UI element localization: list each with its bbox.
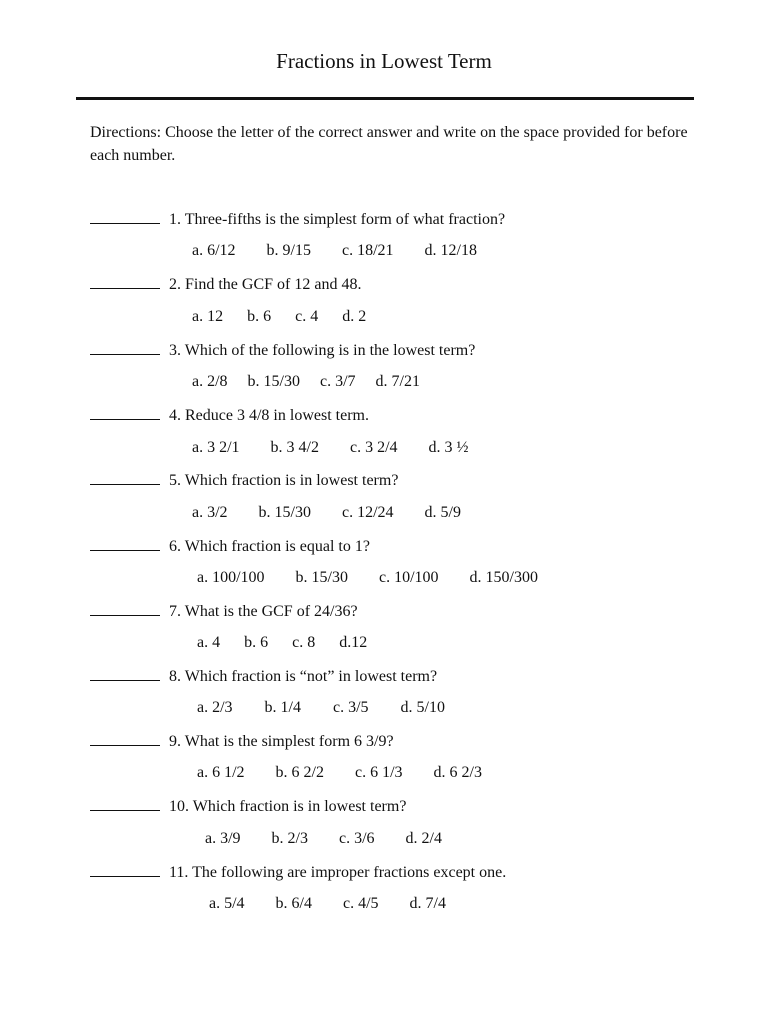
choice-a: a. 6/12: [192, 242, 236, 259]
answer-blank-11[interactable]: [90, 862, 160, 877]
choices-2: [192, 307, 390, 327]
answer-blank-2[interactable]: [90, 274, 160, 289]
question-text: 5. Which fraction is in lowest term?: [169, 472, 399, 489]
choice-b: b. 15/30: [247, 373, 300, 390]
choice-c: c. 3/5: [333, 699, 369, 716]
choice-d: d. 12/18: [424, 242, 477, 259]
question-text: 7. What is the GCF of 24/36?: [169, 603, 358, 620]
choice-b: b. 9/15: [266, 242, 311, 259]
question-text: 9. What is the simplest form 6 3/9?: [169, 733, 394, 750]
choice-b: b. 6/4: [275, 895, 312, 912]
answer-blank-6[interactable]: [90, 536, 160, 551]
question-7: [90, 601, 358, 622]
choice-a: a. 3 2/1: [192, 439, 240, 456]
choice-c: c. 3/7: [320, 373, 356, 390]
question-text: 10. Which fraction is in lowest term?: [169, 798, 407, 815]
answer-blank-1[interactable]: [90, 209, 160, 224]
choice-b: b. 15/30: [295, 569, 348, 586]
choice-a: a. 3/2: [192, 504, 228, 521]
choices-6: [197, 568, 538, 588]
choice-c: c. 4: [295, 308, 319, 325]
choice-c: c. 12/24: [342, 504, 394, 521]
question-8: [90, 666, 437, 687]
choice-d: d. 6 2/3: [433, 764, 482, 781]
choice-a: a. 12: [192, 308, 224, 325]
choice-b: b. 6 2/2: [275, 764, 324, 781]
choice-d: d. 3 ½: [428, 439, 469, 456]
directions-text: Directions: Choose the letter of the correct answer and write on the space provided for before each number.: [90, 124, 688, 164]
question-11: [90, 862, 506, 883]
question-text: 11. The following are improper fractions except one.: [169, 864, 507, 881]
choice-d: d. 7/4: [409, 895, 446, 912]
choice-b: b. 3 4/2: [270, 439, 319, 456]
choice-a: a. 6 1/2: [197, 764, 245, 781]
choice-a: a. 3/9: [205, 830, 241, 847]
choice-d: d.12: [339, 634, 368, 651]
choice-d: d. 2/4: [405, 830, 442, 847]
question-2: [90, 274, 361, 295]
answer-blank-3[interactable]: [90, 340, 160, 355]
choice-c: c. 10/100: [379, 569, 439, 586]
choice-c: c. 6 1/3: [355, 764, 403, 781]
worksheet-title: Fractions in Lowest Term: [276, 49, 492, 73]
question-9: [90, 731, 394, 752]
choice-d: d. 5/10: [400, 699, 445, 716]
choice-b: b. 6: [247, 308, 272, 325]
choice-d: d. 150/300: [469, 569, 538, 586]
choices-7: [197, 633, 391, 653]
question-5: [90, 470, 398, 491]
choice-b: b. 2/3: [271, 830, 308, 847]
answer-blank-8[interactable]: [90, 666, 160, 681]
question-text: 2. Find the GCF of 12 and 48.: [169, 276, 362, 293]
choice-c: c. 3 2/4: [350, 439, 398, 456]
choices-3: [192, 372, 440, 392]
question-text: 4. Reduce 3 4/8 in lowest term.: [169, 407, 369, 424]
answer-blank-9[interactable]: [90, 731, 160, 746]
choice-c: c. 8: [292, 634, 316, 651]
question-1: [90, 209, 505, 230]
question-text: 1. Three-fifths is the simplest form of what fraction?: [169, 211, 506, 228]
choices-8: [197, 698, 477, 718]
question-text: 8. Which fraction is “not” in lowest term?: [169, 668, 438, 685]
choices-10: [205, 829, 442, 849]
answer-blank-10[interactable]: [90, 796, 160, 811]
choice-d: d. 2: [342, 308, 367, 325]
choice-c: c. 3/6: [339, 830, 375, 847]
question-text: 6. Which fraction is equal to 1?: [169, 538, 370, 555]
question-6: [90, 536, 370, 557]
choice-a: a. 4: [197, 634, 221, 651]
choice-c: c. 4/5: [343, 895, 379, 912]
choices-1: [192, 241, 477, 261]
title-divider: [76, 97, 694, 100]
answer-blank-5[interactable]: [90, 470, 160, 485]
choice-a: a. 5/4: [209, 895, 245, 912]
question-10: [90, 796, 406, 817]
choice-d: d. 5/9: [424, 504, 461, 521]
choice-b: b. 1/4: [264, 699, 301, 716]
choice-b: b. 15/30: [258, 504, 311, 521]
choices-5: [192, 503, 461, 523]
choices-11: [209, 894, 446, 914]
choices-4: [192, 438, 469, 458]
answer-blank-7[interactable]: [90, 601, 160, 616]
choice-c: c. 18/21: [342, 242, 394, 259]
choice-a: a. 2/3: [197, 699, 233, 716]
choice-d: d. 7/21: [375, 373, 420, 390]
choice-b: b. 6: [244, 634, 269, 651]
choice-a: a. 100/100: [197, 569, 265, 586]
question-text: 3. Which of the following is in the lowest term?: [169, 342, 476, 359]
choices-9: [197, 763, 482, 783]
question-4: [90, 405, 369, 426]
choice-a: a. 2/8: [192, 373, 228, 390]
answer-blank-4[interactable]: [90, 405, 160, 420]
question-3: [90, 340, 475, 361]
